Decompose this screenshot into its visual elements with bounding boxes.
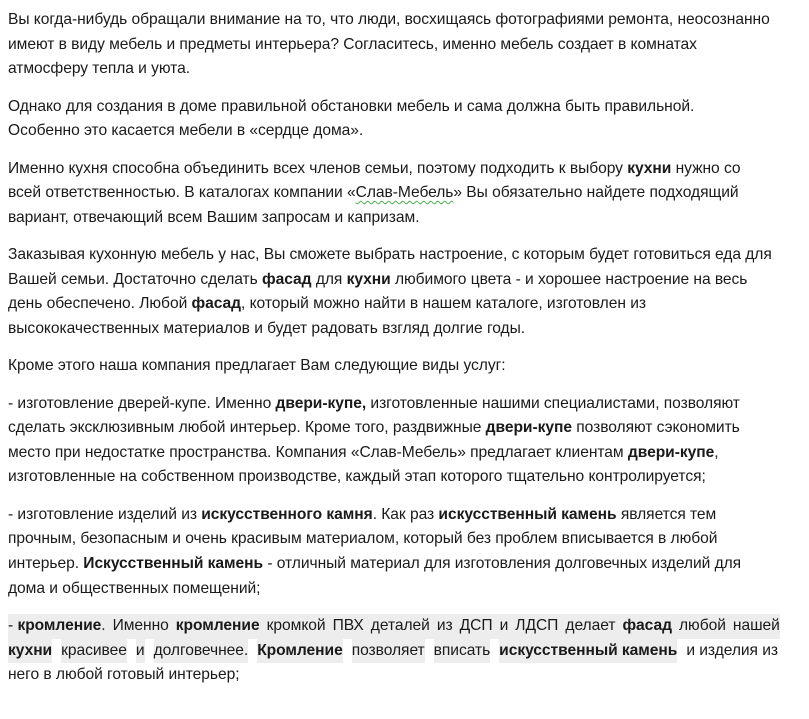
- text-run: интерьер.: [8, 555, 84, 573]
- document-body: [8, 8, 808, 701]
- text-line: прочным, безопасным и очень красивым материалом, который без проблем вписывается в любой: [8, 530, 718, 548]
- bold-term: двери-купе: [627, 443, 715, 461]
- bold-term: искусственный камень: [499, 639, 677, 664]
- text-line: [8, 416, 808, 441]
- text-run: сделать эксклюзивным любой интерьер. Кроме того, раздвижные: [8, 419, 486, 437]
- bold-term: фасад: [622, 617, 672, 635]
- text-run: из: [436, 617, 453, 635]
- text-run: Вашей семьи. Достаточно сделать: [8, 270, 263, 288]
- bold-term: искусственного камня: [201, 505, 373, 523]
- text-line: [8, 392, 808, 417]
- text-line: [8, 292, 808, 317]
- text-run: . Как раз: [372, 505, 439, 523]
- paragraph-kitchen: [8, 157, 808, 231]
- text-run: и: [136, 639, 145, 664]
- text-run: - изготовление изделий из: [8, 505, 202, 523]
- bold-term: кухни: [346, 270, 391, 288]
- text-run: » предлагает клиентам: [457, 443, 628, 461]
- text-line: [8, 441, 808, 466]
- bold-term: кромление: [175, 617, 260, 635]
- spellcheck-underlined-word: Слав-Мебель: [355, 184, 454, 202]
- text-run: позволяют сэкономить: [571, 419, 740, 437]
- text-run: » Вы обязательно найдете подходящий: [453, 184, 739, 202]
- text-line: высококачественных материалов и будет радовать взгляд долгие годы.: [8, 319, 526, 337]
- text-line: Заказывая кухонную мебель у нас, Вы сможете выбрать настроение, с которым будет готовиться еда для: [8, 246, 772, 264]
- text-run: делает: [565, 617, 616, 635]
- text-run: изготовленные нашими специалистами, позволяют: [366, 394, 740, 412]
- text-run: - отличный материал для изготовления долговечных изделий для: [263, 555, 742, 573]
- text-run: вписать: [434, 639, 490, 664]
- text-run: Именно кухня способна объединить всех членов семьи, поэтому подходить к выбору: [8, 159, 628, 177]
- bold-term: двери-купе,: [275, 394, 367, 412]
- bold-term: Кромление: [257, 639, 343, 664]
- text-line: [8, 503, 808, 528]
- text-run: любимого цвета - и хорошее настроение на весь: [390, 270, 748, 288]
- text-run: является тем: [616, 505, 717, 523]
- text-run: ДСП: [459, 617, 493, 635]
- text-run: ,: [714, 443, 719, 461]
- paragraph-sliding-doors: [8, 392, 808, 490]
- paragraph-artificial-stone: [8, 503, 808, 601]
- paragraph-edging: [8, 614, 780, 688]
- justified-line: [8, 614, 780, 639]
- text-line: него в любой готовый интерьер;: [8, 666, 240, 684]
- text-run: всей ответственностью. В каталогах компании «: [8, 184, 356, 202]
- bold-term: Искусственный камень: [83, 555, 264, 573]
- text-line: Особенно это касается мебели в «сердце дома».: [8, 122, 364, 140]
- paragraph-ordering: [8, 243, 808, 341]
- text-run: ЛДСП: [515, 617, 559, 635]
- text-run: день обеспечено. Любой: [8, 295, 192, 313]
- bold-term: кухни: [627, 159, 672, 177]
- text-line: [8, 268, 808, 293]
- text-line: Вы когда-нибудь обращали внимание на то, что люди, восхищаясь фотографиями ремонта, неосознанно: [8, 11, 770, 28]
- bold-term: кухни: [8, 639, 52, 664]
- text-run: .: [101, 617, 106, 635]
- text-run: место при недостатке пространства. Компания «: [8, 443, 360, 461]
- text-line: вариант, отвечающий всем Вашим запросам и капризам.: [8, 208, 420, 226]
- text-run: красивее: [61, 639, 127, 664]
- text-run: -: [8, 617, 18, 635]
- text-run: нужно со: [671, 159, 741, 177]
- bold-term: искусственный камень: [438, 505, 617, 523]
- text-run: нашей: [732, 617, 780, 635]
- paragraph-furniture: [8, 95, 808, 144]
- text-run: долговечнее.: [154, 639, 249, 664]
- text-run: и: [499, 617, 509, 635]
- text-run: любой: [679, 617, 726, 635]
- text-line: дома и общественных помещений;: [8, 579, 261, 597]
- text-run: кромкой: [266, 617, 326, 635]
- text-line: [8, 157, 808, 182]
- bold-term: двери-купе: [485, 419, 572, 437]
- text-run: Слав-Мебель: [359, 443, 458, 461]
- text-run: Именно: [112, 617, 169, 635]
- text-line: атмосферу тепла и уюта.: [8, 60, 190, 78]
- text-run: - изготовление дверей-купе. Именно: [8, 394, 276, 412]
- text-line: Кроме этого наша компания предлагает Вам следующие виды услуг:: [8, 357, 506, 375]
- text-line: изготовленные на собственном производстве, каждый этап которого тщательно контролируется;: [8, 468, 706, 486]
- text-line: имеют в виду мебель и предметы интерьера? Согласитесь, именно мебель создает в комнатах: [8, 35, 697, 53]
- text-line: [8, 552, 808, 577]
- text-run: позволяет: [352, 639, 425, 664]
- text-line: Однако для создания в доме правильной обстановки мебель и сама должна быть правильной.: [8, 97, 695, 115]
- text-run: деталей: [370, 617, 430, 635]
- text-run: и изделия из: [686, 641, 778, 659]
- text-run: [8, 614, 106, 639]
- paragraph-intro: [8, 8, 808, 82]
- justified-line: [8, 639, 778, 664]
- text-run: ПВХ: [332, 617, 364, 635]
- bold-term: кромление: [17, 617, 102, 635]
- text-run: для: [311, 270, 347, 288]
- bold-term: фасад: [262, 270, 312, 288]
- bold-term: фасад: [191, 295, 242, 313]
- text-line: [8, 181, 808, 206]
- text-run: , который можно найти в нашем каталоге, изготовлен из: [241, 295, 646, 313]
- paragraph-services-intro: [8, 354, 808, 379]
